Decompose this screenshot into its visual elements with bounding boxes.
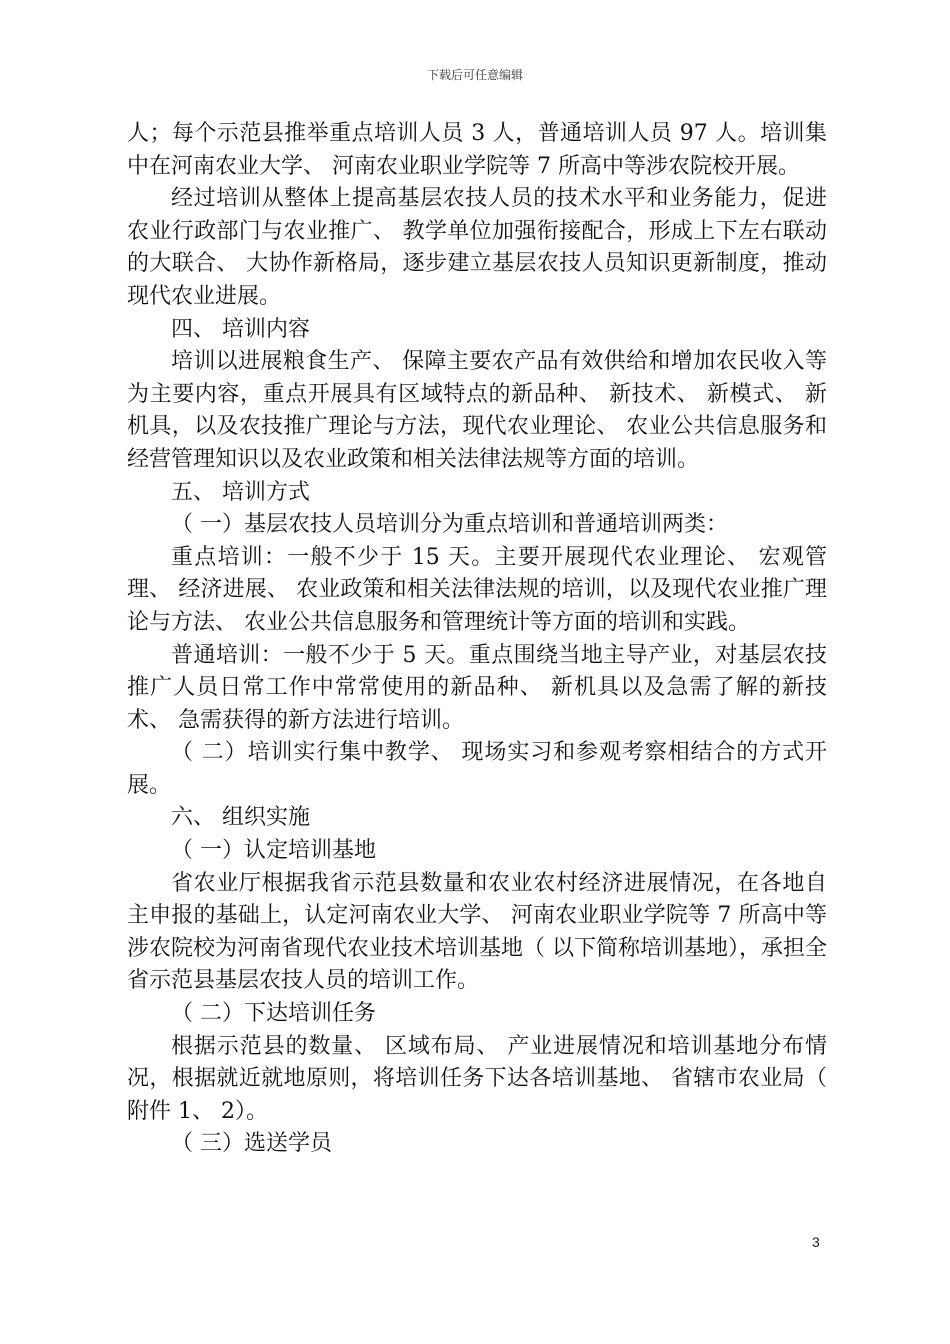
paragraph: 省农业厅根据我省示范县数量和农业农村经济进展情况，在各地自主申报的基础上，认定河南农业大学、 河南农业职业学院等 7 所高中等涉农院校为河南省现代农业技术培训基地（ 以下简称培训基地），承担全省示范县基层农技人员的培训工作。 bbox=[127, 870, 827, 994]
sub-heading: （ 三）选送学员 bbox=[171, 1131, 332, 1157]
document-body bbox=[127, 118, 827, 1161]
paragraph: 培训以进展粮食生产、 保障主要农产品有效供给和增加农民收入等为主要内容，重点开展具有区域特点的新品种、 新技术、 新模式、 新机具，以及农技推广理论与方法，现代农业理论、 农业公共信息服务和经营管理知识以及农业政策和相关法律法规等方面的培训。 bbox=[127, 349, 827, 472]
paragraph: 重点培训：一般不少于 15 天。主要开展现代农业理论、 宏观管理、 经济进展、 农业政策和相关法律法规的培训，以及现代农业推广理论与方法、 农业公共信息服务和管理统计等方面的培训和实践。 bbox=[127, 544, 827, 635]
section-heading: 四、 培训内容 bbox=[171, 316, 310, 342]
section-heading: 五、 培训方式 bbox=[171, 479, 310, 505]
section-heading: 六、 组织实施 bbox=[171, 805, 310, 831]
sub-heading: （ 二）下达培训任务 bbox=[171, 1001, 376, 1027]
paragraph: 人；每个示范县推举重点培训人员 3 人，普通培训人员 97 人。培训集中在河南农业大学、 河南农业职业学院等 7 所高中等涉农院校开展。 bbox=[127, 121, 827, 179]
paragraph: 普通培训：一般不少于 5 天。重点围绕当地主导产业，对基层农技推广人员日常工作中常常使用的新品种、 新机具以及急需了解的新技术、 急需获得的新方法进行培训。 bbox=[127, 642, 827, 733]
paragraph: 经过培训从整体上提高基层农技人员的技术水平和业务能力，促进农业行政部门与农业推广、 教学单位加强衔接配合，形成上下左右联动的大联合、 大协作新格局，逐步建立基层农技人员知识更新制度，推动现代农业进展。 bbox=[127, 186, 827, 309]
paragraph: 根据示范县的数量、 区域布局、 产业进展情况和培训基地分布情况，根据就近就地原则，将培训任务下达各培训基地、 省辖市农业局（ 附件 1、 2）。 bbox=[127, 1033, 827, 1124]
paragraph: （ 二）培训实行集中教学、 现场实习和参观考察相结合的方式开展。 bbox=[127, 740, 827, 798]
sub-heading: （ 一）基层农技人员培训分为重点培训和普通培训两类： bbox=[171, 512, 728, 538]
page-number: 3 bbox=[812, 1234, 820, 1250]
page-header: 下载后可任意编辑 bbox=[426, 68, 523, 82]
sub-heading: （ 一）认定培训基地 bbox=[171, 838, 376, 864]
